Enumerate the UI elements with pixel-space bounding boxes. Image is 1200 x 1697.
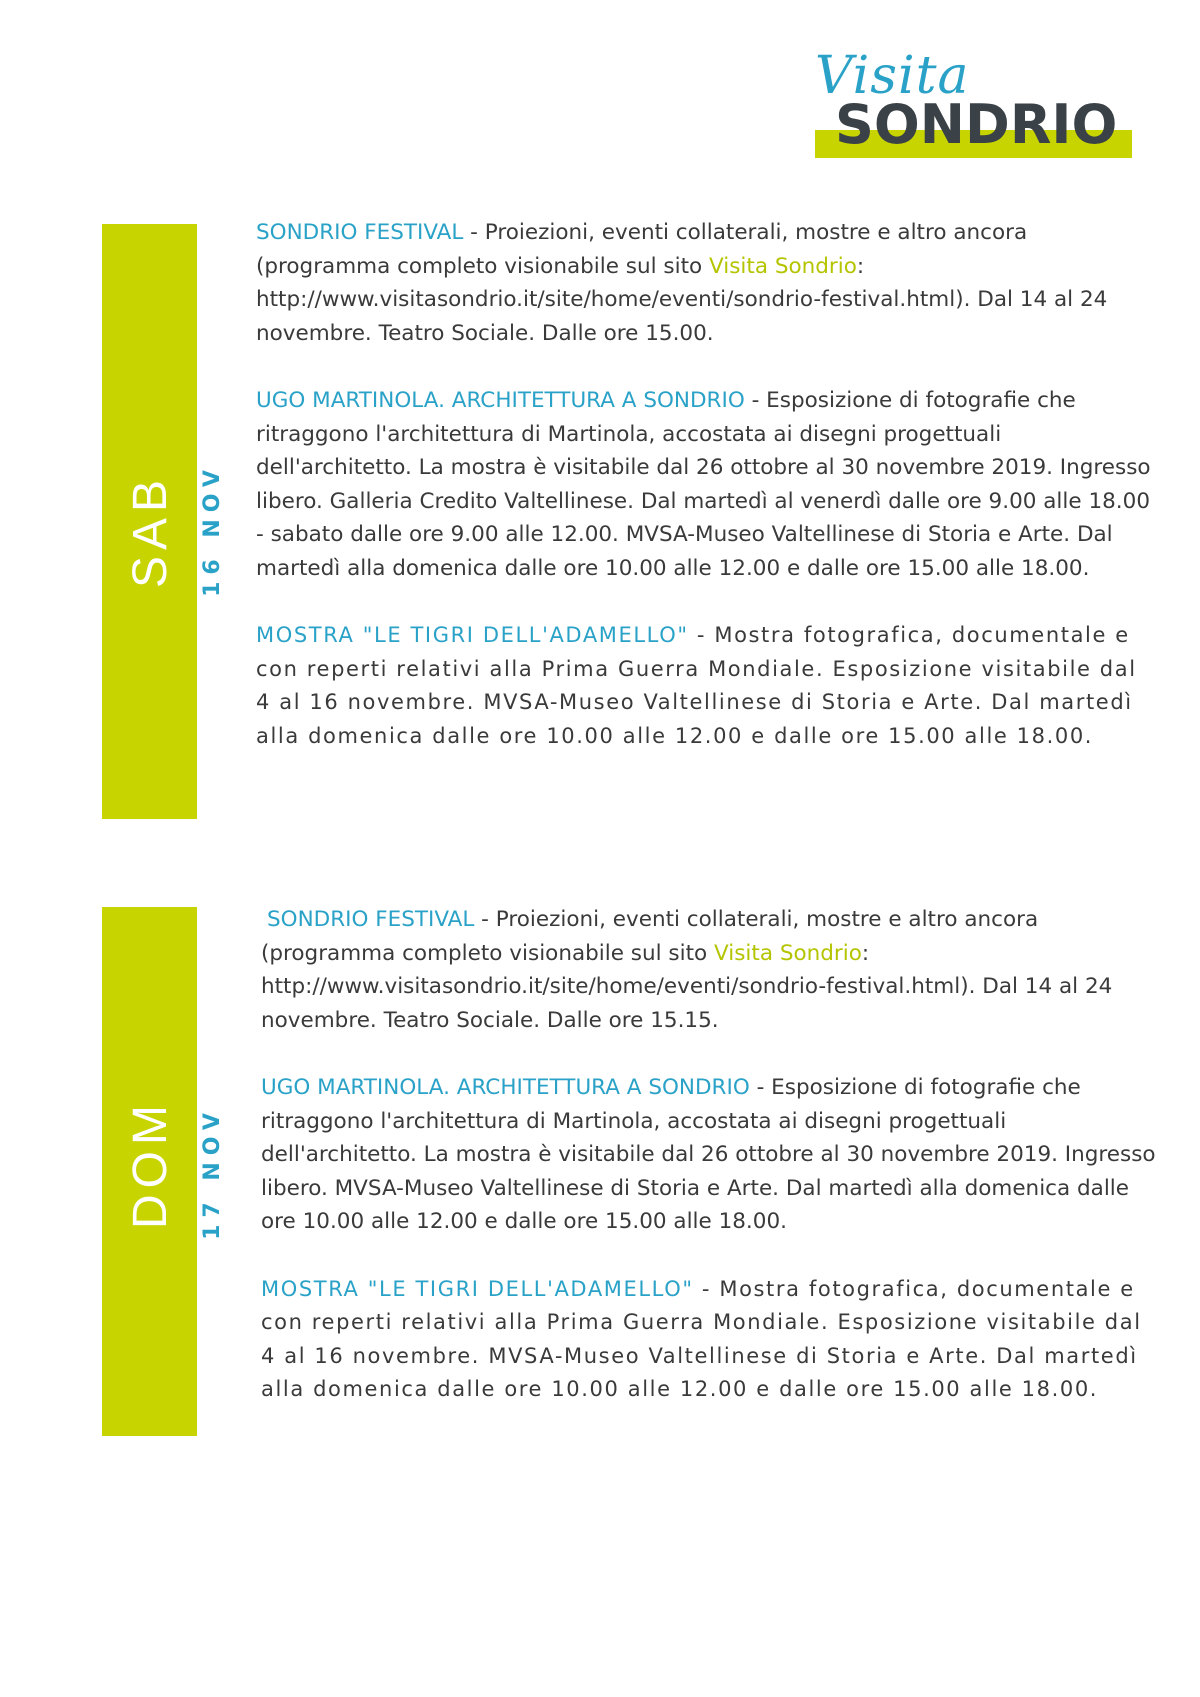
event-text: - Proiezioni, eventi collaterali, mostre e altro ancora (programma completo visionabile sul sito [256,220,1028,279]
day-name-dom: DOM [124,1099,177,1229]
events-list-dom [261,903,1156,1441]
logo-sondrio-text: SONDRIO [835,93,1118,156]
event-title: MOSTRA "LE TIGRI DELL'ADAMELLO" [261,1276,694,1301]
event-title: UGO MARTINOLA. ARCHITETTURA A SONDRIO [261,1075,750,1100]
event-text: - Proiezioni, eventi collaterali, mostre e altro ancora (programma completo visionabile sul sito [261,907,1039,966]
visita-sondrio-logo [815,46,1135,160]
day-date-17-nov: 17 NOV [200,1106,225,1240]
day-name-sab: SAB [124,473,177,588]
events-list-sab [256,216,1156,787]
event-text-after-link: : http://www.visitasondrio.it/site/home/eventi/sondrio-festival.html). Dal 14 al 24 novembre. Teatro Sociale. Dalle ore 15.15. [261,940,1113,1033]
day-date-16-nov: 16 NOV [200,463,225,597]
logo-visita-text: Visita [815,46,970,106]
event-text-after-link: : http://www.visitasondrio.it/site/home/eventi/sondrio-festival.html). Dal 14 al 24 novembre. Teatro Sociale. Dalle ore 15.00. [256,253,1108,346]
event-text: - Mostra fotografica, documentale e con reperti relativi alla Prima Guerra Mondiale. Esposizione visitabile dal 4 al 16 novembre. MVSA-Museo Valtellinese di Storia e Arte. Dal martedì alla domenica dalle ore 10.00 alle 12.00 e dalle ore 15.00 alle 18.00. [256,623,1137,748]
event-ugo-martinola [256,384,1156,585]
visita-sondrio-link[interactable]: Visita Sondrio [714,940,862,966]
event-title: SONDRIO FESTIVAL [267,907,475,932]
event-text: - Esposizione di fotografie che ritraggono l'architettura di Martinola, accostata ai disegni progettuali dell'architetto. La mostra è visitabile dal 26 ottobre al 30 novembre 2019. Ingresso libero. MVSA-Museo Valtellinese di Storia e Arte. Dal martedì alla domenica dalle ore 10.00 alle 12.00 e dalle ore 15.00 alle 18.00. [261,1075,1156,1234]
event-tigri-adamello [256,619,1156,753]
event-title: SONDRIO FESTIVAL [256,220,464,245]
event-sondrio-festival [256,216,1156,350]
event-ugo-martinola [261,1071,1156,1239]
event-title: MOSTRA "LE TIGRI DELL'ADAMELLO" [256,623,689,647]
event-text: - Mostra fotografica, documentale e con reperti relativi alla Prima Guerra Mondiale. Esposizione visitabile dal 4 al 16 novembre. MVSA-Museo Valtellinese di Storia e Arte. Dal martedì alla domenica dalle ore 10.00 alle 12.00 e dalle ore 15.00 alle 18.00. [261,1276,1142,1401]
event-sondrio-festival [261,903,1156,1037]
event-text: - Esposizione di fotografie che ritraggono l'architettura di Martinola, accostata ai disegni progettuali dell'architetto. La mostra è visitabile dal 26 ottobre al 30 novembre 2019. Ingresso libero. Galleria Credito Valtellinese. Dal martedì al venerdì dalle ore 9.00 alle 18.00 - sabato dalle ore 9.00 alle 12.00. MVSA-Museo Valtellinese di Storia e Arte. Dal martedì alla domenica dalle ore 10.00 alle 12.00 e dalle ore 15.00 alle 18.00. [256,388,1151,581]
visita-sondrio-link[interactable]: Visita Sondrio [709,253,857,279]
event-tigri-adamello [261,1273,1156,1407]
event-title: UGO MARTINOLA. ARCHITETTURA A SONDRIO [256,388,745,413]
